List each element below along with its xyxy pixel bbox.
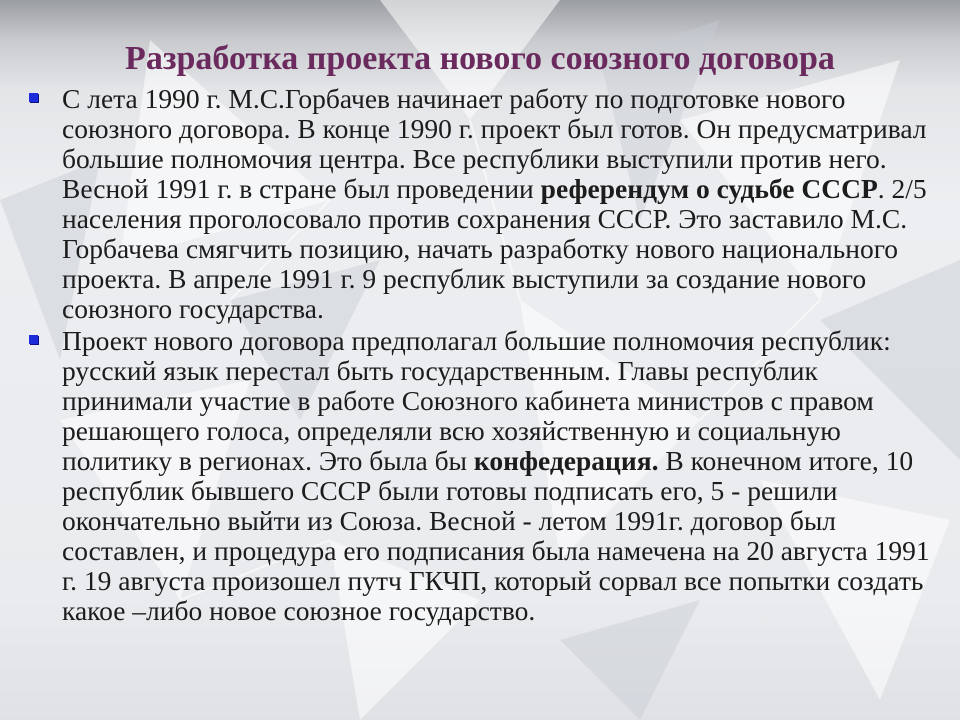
bold-term-referendum: референдум о судьбе СССР	[540, 173, 878, 204]
bullet-text: С лета 1990 г. М.С.Горбачев начинает работу по подготовке нового союзного договора. В конце 1990 г. проект был готов. Он предусматривал большие полномочия центра. Все республики выступили против него. Весной 1991 г. в стране был проведении	[62, 83, 927, 204]
bullet-text: Проект нового договора предполагал большие полномочия республик: русский язык перестал быть государственным. Главы республик принимали участие в работе Союзного кабинета министров с правом решающего голоса, определяли всю хозяйственную и социальную политику в регионах. Это была бы	[62, 325, 891, 476]
square-bullet-icon	[29, 93, 38, 102]
bold-term-confederation: конфедерация.	[473, 445, 659, 476]
bullet-list	[26, 84, 936, 626]
bullet-text: В конечном итоге, 10 республик бывшего СССР были готовы подписать его, 5 - решили окончательно выйти из Союза. Весной - летом 1991г. договор был составлен, и процедура его подписания была намечена на 20 августа 1991 г. 19 августа произошел путч ГКЧП, который сорвал все попытки создать какое –либо новое союзное государство.	[62, 445, 930, 626]
bullet-text: . 2/5 населения проголосовало против сохранения СССР. Это заставило М.С. Горбачева смягчить позицию, начать разработку нового национального проекта. В апреле 1991 г. 9 республик выступили за создание нового союзного государства.	[62, 173, 927, 324]
bullet-item	[26, 326, 936, 626]
slide-title: Разработка проекта нового союзного договора	[125, 40, 835, 77]
bullet-item	[26, 84, 936, 324]
square-bullet-icon	[29, 335, 38, 344]
